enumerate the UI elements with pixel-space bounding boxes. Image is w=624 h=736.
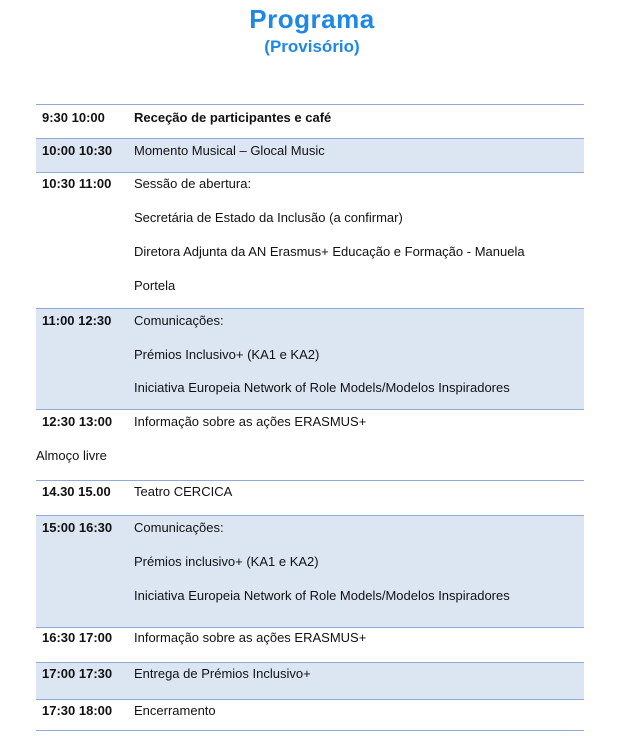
row-line: Informação sobre as ações ERASMUS+: [134, 630, 367, 645]
row-line: Secretária de Estado da Inclusão (a confirmar): [134, 210, 403, 225]
row-time: 17:00 17:30: [42, 666, 113, 681]
row-line: Informação sobre as ações ERASMUS+: [134, 414, 367, 429]
schedule-row: [36, 699, 584, 731]
row-time: 11:00 12:30: [42, 313, 112, 328]
schedule-table: [36, 104, 584, 731]
row-line: Comunicações:: [134, 520, 224, 535]
row-time: 10:30 11:00: [42, 176, 112, 191]
row-line: Encerramento: [134, 703, 216, 718]
row-line: Receção de participantes e café: [134, 110, 332, 125]
lunch-break: [36, 446, 584, 480]
row-line: Portela: [134, 278, 176, 293]
row-line: Iniciativa Europeia Network of Role Models/Modelos Inspiradores: [134, 588, 510, 603]
row-time: 14.30 15.00: [42, 484, 111, 499]
schedule-row: [36, 662, 584, 699]
row-line: Comunicações:: [134, 313, 224, 328]
schedule-row: [36, 138, 584, 172]
schedule-row: [36, 172, 584, 308]
row-line: Entrega de Prémios Inclusivo+: [134, 666, 311, 681]
row-time: 15:00 16:30: [42, 520, 113, 535]
row-time: 9:30 10:00: [42, 110, 105, 125]
row-line: Teatro CERCICA: [134, 484, 233, 499]
page-title: Programa: [249, 4, 375, 34]
schedule-row: [36, 308, 584, 409]
row-time: 16:30 17:00: [42, 630, 113, 645]
schedule-row: [36, 409, 584, 446]
row-time: 17:30 18:00: [42, 703, 113, 718]
schedule-row: [36, 480, 584, 515]
row-time: 12:30 13:00: [42, 414, 113, 429]
row-line: Iniciativa Europeia Network of Role Models/Modelos Inspiradores: [134, 380, 510, 395]
lunch-label: Almoço livre: [36, 448, 107, 463]
row-line: Momento Musical – Glocal Music: [134, 143, 325, 158]
schedule-row: [36, 627, 584, 662]
page-subtitle: (Provisório): [264, 37, 360, 56]
row-line: Sessão de abertura:: [134, 176, 252, 191]
row-line: Prémios Inclusivo+ (KA1 e KA2): [134, 347, 320, 362]
row-time: 10:00 10:30: [42, 143, 113, 158]
row-line: Diretora Adjunta da AN Erasmus+ Educação e Formação - Manuela: [134, 244, 525, 259]
row-line: Prémios inclusivo+ (KA1 e KA2): [134, 554, 319, 569]
schedule-row: [36, 515, 584, 627]
schedule-row: [36, 104, 584, 138]
